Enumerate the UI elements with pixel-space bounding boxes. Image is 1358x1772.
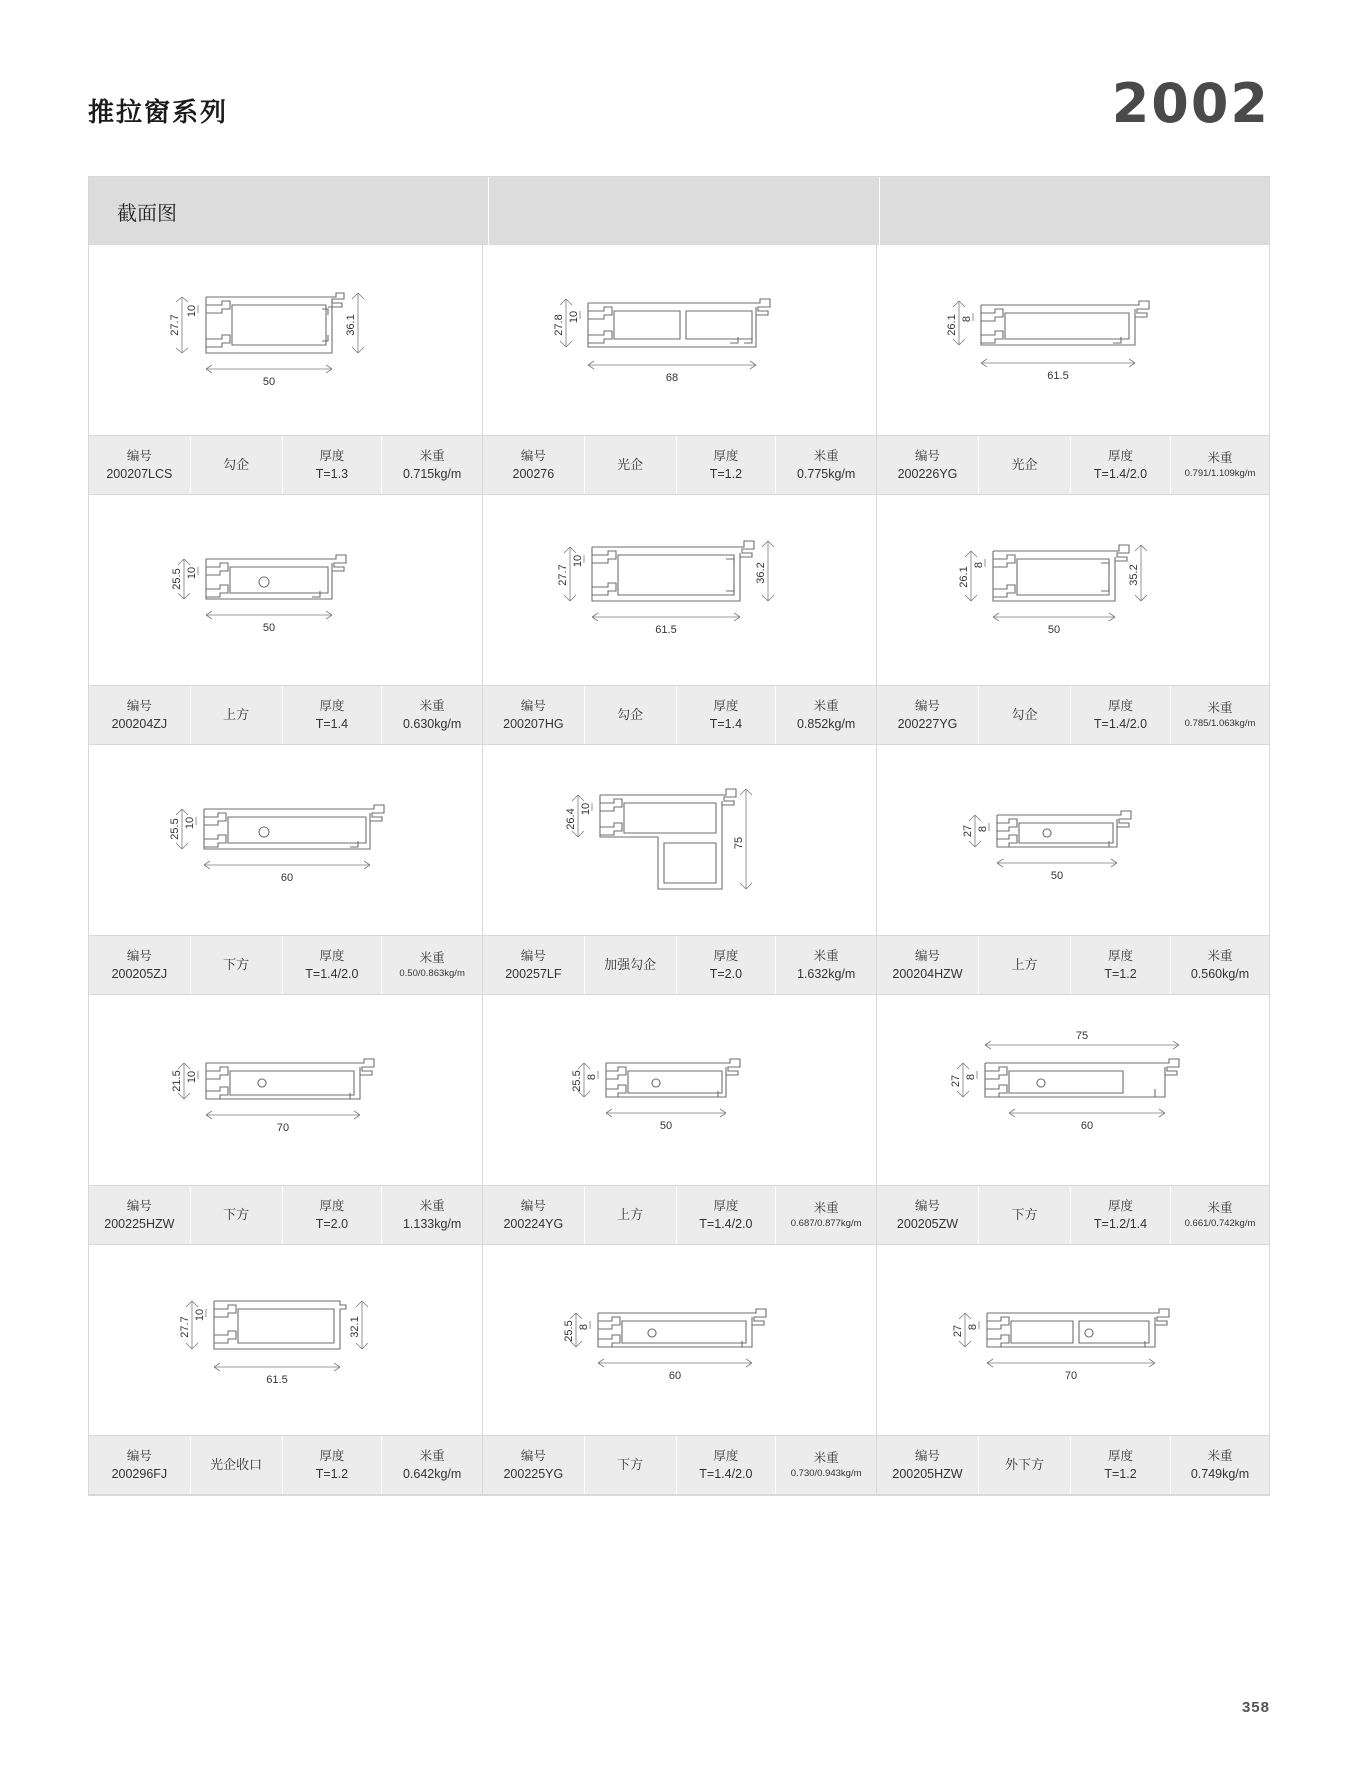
profile-thickness-cell [283,436,383,494]
profile-weight-cell [382,936,482,994]
profile-cell[interactable] [877,245,1269,495]
profile-cell[interactable] [483,745,877,995]
dim-top: 75 [1075,1030,1089,1042]
label-thickness: 厚度 [319,698,345,713]
value-code: 200296FJ [111,1467,168,1481]
label-thickness: 厚度 [713,1198,739,1213]
profile-drawing [877,745,1269,935]
dim-left-outer: 27.7 [556,564,569,586]
dim-right: 36.1 [344,314,357,336]
label-thickness: 厚度 [1107,1448,1133,1463]
series-code: 2002 [1111,72,1270,135]
profile-cell[interactable] [877,745,1269,995]
value-weight: 0.775kg/m [796,467,856,481]
profile-code-cell [89,686,191,744]
profile-info-row [877,685,1269,744]
profile-thickness-cell [677,1186,777,1244]
label-weight: 米重 [1207,1201,1233,1216]
label-code: 编号 [126,448,152,463]
value-code: 200224YG [503,1217,564,1231]
profile-type-cell [191,436,283,494]
value-weight: 0.749kg/m [1190,1467,1250,1481]
dim-right: 35.2 [1128,564,1140,586]
value-thickness: T=1.4/2.0 [699,1217,753,1231]
dim-right: 36.2 [754,562,767,584]
dim-left-outer: 26.1 [946,314,958,336]
profile-weight-cell [776,1436,876,1494]
profile-drawing [877,245,1269,435]
profile-info-row [89,1185,482,1244]
dim-left-outer: 25.5 [570,1070,583,1092]
value-thickness: T=1.2 [315,1467,349,1481]
profile-type-cell [585,1186,677,1244]
profile-info-row [877,1185,1269,1244]
profile-weight-cell [1171,686,1269,744]
profile-weight-cell [776,436,876,494]
label-weight: 米重 [419,1448,445,1463]
value-thickness: T=1.2/1.4 [1093,1217,1148,1231]
page-number: 358 [1241,1699,1270,1716]
profile-cell[interactable] [89,745,483,995]
label-thickness: 厚度 [319,448,345,463]
value-thickness: T=1.4/2.0 [1093,467,1148,481]
dim-left-outer: 27.7 [168,314,181,336]
title-spacer-2 [880,177,1269,245]
dim-bottom: 70 [276,1122,289,1134]
label-weight: 米重 [1207,1448,1233,1463]
value-thickness: T=1.4/2.0 [699,1467,753,1481]
profile-drawing [483,995,876,1185]
profile-info-row [483,1435,876,1494]
label-code: 编号 [126,698,152,713]
profile-info-row [89,685,482,744]
label-thickness: 厚度 [1107,948,1133,963]
label-thickness: 厚度 [319,1198,345,1213]
label-thickness: 厚度 [1107,698,1133,713]
dim-bottom: 68 [665,372,678,384]
label-thickness: 厚度 [713,948,739,963]
value-code: 200207LCS [106,467,173,481]
profile-cell[interactable] [877,995,1269,1245]
value-weight: 0.50/0.863kg/m [399,968,465,980]
profile-weight-cell [776,1186,876,1244]
profile-info-row [483,685,876,744]
value-weight: 0.730/0.943kg/m [790,1468,862,1480]
dim-bottom: 60 [280,872,293,884]
value-type: 勾企 [1011,706,1038,722]
value-weight: 1.632kg/m [796,967,856,981]
profile-type-cell [979,436,1071,494]
value-weight: 0.687/0.877kg/m [790,1218,862,1230]
profile-code-cell [89,1186,191,1244]
profile-info-row [89,935,482,994]
dim-left-inner: 8 [577,1323,590,1331]
label-code: 编号 [520,448,546,463]
value-code: 200257LF [505,967,562,981]
dim-left-inner: 10 [567,310,580,324]
value-code: 200205ZJ [111,967,168,981]
value-weight: 1.133kg/m [402,1217,462,1231]
profile-thickness-cell [1071,1186,1171,1244]
dim-bottom: 61.5 [1047,370,1069,382]
value-type: 加强勾企 [604,956,657,972]
profile-weight-cell [1171,1186,1269,1244]
dim-bottom: 70 [1064,1370,1078,1382]
profile-info-row [877,935,1269,994]
value-code: 200225YG [503,1467,564,1481]
profile-type-cell [979,936,1071,994]
profile-thickness-cell [1071,436,1171,494]
profile-drawing [89,995,482,1185]
label-code: 编号 [520,1198,546,1213]
profile-weight-cell [382,1436,482,1494]
label-weight: 米重 [813,948,839,963]
label-code: 编号 [126,1448,152,1463]
label-thickness: 厚度 [713,698,739,713]
profile-weight-cell [1171,1436,1269,1494]
value-type: 上方 [617,1206,644,1222]
dim-bottom: 60 [668,1370,681,1382]
profile-drawing [483,495,876,685]
label-weight: 米重 [1207,701,1233,716]
dim-left-inner: 8 [961,315,973,323]
dim-bottom: 50 [659,1120,672,1132]
profile-thickness-cell [1071,1436,1171,1494]
profile-cell[interactable] [483,1245,877,1495]
profile-info-row [483,435,876,494]
value-code: 200207HG [503,717,564,731]
label-thickness: 厚度 [713,1448,739,1463]
profile-thickness-cell [677,436,777,494]
profile-code-cell [89,936,191,994]
profile-weight-cell [1171,436,1269,494]
value-thickness: T=1.2 [709,467,743,481]
profile-drawing [89,1245,482,1435]
label-code: 编号 [520,1448,546,1463]
value-type: 光企 [617,456,644,472]
value-thickness: T=1.4 [315,717,349,731]
value-code: 200205HZW [892,1467,963,1481]
value-type: 光企 [1011,456,1038,472]
value-code: 200205ZW [896,1217,959,1231]
dim-right: 75 [732,836,745,850]
dim-left-outer: 27.7 [178,1316,191,1338]
profile-thickness-cell [283,686,383,744]
profile-type-cell [979,1186,1071,1244]
profile-cell[interactable] [877,1245,1269,1495]
dim-left-inner: 10 [183,816,196,830]
profile-cell[interactable] [89,495,483,745]
value-weight: 0.642kg/m [402,1467,462,1481]
profile-info-row [877,435,1269,494]
dim-left-inner: 10 [185,304,198,318]
dim-left-outer: 26.1 [958,566,970,588]
value-weight: 0.661/0.742kg/m [1184,1218,1256,1230]
label-code: 编号 [914,948,940,963]
dim-bottom: 50 [262,376,275,388]
profile-code-cell [483,1436,585,1494]
profile-weight-cell [776,686,876,744]
value-weight: 0.630kg/m [402,717,462,731]
value-type: 下方 [223,956,250,972]
label-weight: 米重 [419,448,445,463]
profile-info-row [89,1435,482,1494]
dim-left-inner: 8 [973,561,985,569]
dim-left-inner: 8 [965,1073,977,1081]
profile-code-cell [483,686,585,744]
profile-code-cell [877,1436,979,1494]
profile-type-cell [191,936,283,994]
profile-thickness-cell [1071,686,1171,744]
profile-code-cell [877,1186,979,1244]
dim-bottom: 50 [1050,870,1064,882]
profile-code-cell [877,686,979,744]
dim-left-inner: 10 [193,1308,206,1322]
table-title-row [89,177,1269,245]
title-spacer-1 [489,177,880,245]
label-weight: 米重 [419,698,445,713]
value-code: 200204ZJ [111,717,168,731]
value-code: 200226YG [897,467,958,481]
profile-type-cell [191,1436,283,1494]
profile-thickness-cell [283,936,383,994]
dim-bottom: 60 [1080,1120,1094,1132]
profile-weight-cell [382,1186,482,1244]
dim-left-outer: 25.5 [562,1320,575,1342]
value-type: 外下方 [1004,1456,1044,1472]
profile-drawing [877,1245,1269,1435]
value-weight: 0.560kg/m [1190,967,1250,981]
profile-drawing [89,245,482,435]
label-thickness: 厚度 [319,948,345,963]
profile-drawing [89,495,482,685]
profile-code-cell [89,436,191,494]
dim-left-inner: 10 [571,554,584,568]
profile-drawing [483,1245,876,1435]
value-weight: 0.852kg/m [796,717,856,731]
value-type: 光企收口 [210,1456,263,1472]
profile-type-cell [585,1436,677,1494]
dim-left-inner: 10 [185,566,198,580]
profile-thickness-cell [1071,936,1171,994]
label-code: 编号 [520,698,546,713]
label-thickness: 厚度 [713,448,739,463]
profile-thickness-cell [677,936,777,994]
dim-left-inner: 8 [977,825,989,833]
label-code: 编号 [520,948,546,963]
value-weight: 0.785/1.063kg/m [1184,718,1256,730]
label-code: 编号 [126,1198,152,1213]
profile-weight-cell [382,686,482,744]
value-type: 上方 [1011,956,1038,972]
dim-bottom: 50 [1047,624,1061,636]
profile-code-cell [877,936,979,994]
profile-code-cell [483,1186,585,1244]
profile-drawing [89,745,482,935]
value-thickness: T=1.3 [315,467,349,481]
dim-left-outer: 27 [952,1324,964,1338]
dim-left-inner: 8 [967,1323,979,1331]
value-weight: 0.791/1.109kg/m [1184,468,1256,480]
label-code: 编号 [914,1198,940,1213]
profile-type-cell [585,686,677,744]
dim-left-outer: 27 [950,1074,962,1088]
section-title: 截面图 [117,202,177,225]
page-title: 推拉窗系列 [88,97,229,127]
label-thickness: 厚度 [1107,448,1133,463]
value-type: 下方 [223,1206,250,1222]
profile-code-cell [483,436,585,494]
dim-bottom: 61.5 [265,1374,288,1386]
profile-thickness-cell [677,1436,777,1494]
label-thickness: 厚度 [1107,1198,1133,1213]
value-thickness: T=2.0 [315,1217,349,1231]
profile-type-cell [585,936,677,994]
profile-drawing [877,995,1269,1185]
value-type: 上方 [223,706,250,722]
label-code: 编号 [914,698,940,713]
label-weight: 米重 [813,448,839,463]
section-title-cell [89,177,489,245]
profile-cell[interactable] [89,245,483,495]
profile-code-cell [483,936,585,994]
profile-info-row [483,1185,876,1244]
label-weight: 米重 [813,698,839,713]
dim-left-outer: 25.5 [170,568,183,590]
profile-cell[interactable] [483,495,877,745]
dim-left-inner: 10 [185,1070,198,1084]
profile-drawing [877,495,1269,685]
label-weight: 米重 [813,1451,839,1466]
page-header [88,72,1270,138]
value-thickness: T=2.0 [709,967,743,981]
value-thickness: T=1.2 [1104,1467,1137,1481]
profile-cell[interactable] [483,995,877,1245]
dim-right: 32.1 [348,1316,361,1338]
profile-code-cell [877,436,979,494]
dim-bottom: 50 [262,622,275,634]
profile-drawing [483,245,876,435]
profile-weight-cell [1171,936,1269,994]
value-code: 200204HZW [892,967,963,981]
profile-thickness-cell [677,686,777,744]
profiles-table [88,176,1270,1496]
dim-left-outer: 27.8 [552,314,565,336]
value-type: 下方 [1011,1206,1038,1222]
profile-info-row [89,435,482,494]
dim-left-inner: 10 [579,802,592,816]
profile-cell[interactable] [483,245,877,495]
profile-type-cell [979,1436,1071,1494]
profile-weight-cell [776,936,876,994]
value-thickness: T=1.4/2.0 [1093,717,1148,731]
label-weight: 米重 [1207,451,1233,466]
profile-thickness-cell [283,1186,383,1244]
dim-left-outer: 25.5 [168,818,181,840]
value-weight: 0.715kg/m [402,467,462,481]
profile-info-row [877,1435,1269,1494]
value-type: 勾企 [223,456,250,472]
dim-left-outer: 27 [962,824,974,838]
label-code: 编号 [914,1448,940,1463]
label-weight: 米重 [813,1201,839,1216]
label-code: 编号 [126,948,152,963]
profile-thickness-cell [283,1436,383,1494]
value-thickness: T=1.4 [709,717,743,731]
profile-cell[interactable] [89,995,483,1245]
profile-weight-cell [382,436,482,494]
label-code: 编号 [914,448,940,463]
label-weight: 米重 [1207,948,1233,963]
value-type: 勾企 [617,706,644,722]
dim-left-outer: 26.4 [564,808,577,830]
value-code: 200225HZW [104,1217,175,1231]
profiles-grid [89,245,1269,1495]
profile-type-cell [191,686,283,744]
profile-type-cell [979,686,1071,744]
profile-cell[interactable] [89,1245,483,1495]
profile-drawing [483,745,876,935]
profile-info-row [483,935,876,994]
profile-type-cell [191,1186,283,1244]
value-thickness: T=1.2 [1104,967,1137,981]
value-code: 200227YG [897,717,958,731]
value-code: 200276 [512,467,555,481]
dim-bottom: 61.5 [654,624,677,636]
value-type: 下方 [617,1456,644,1472]
value-thickness: T=1.4/2.0 [305,967,359,981]
label-weight: 米重 [419,951,445,966]
profile-type-cell [585,436,677,494]
profile-cell[interactable] [877,495,1269,745]
dim-left-outer: 21.5 [170,1070,183,1092]
dim-left-inner: 8 [585,1073,598,1081]
label-thickness: 厚度 [319,1448,345,1463]
label-weight: 米重 [419,1198,445,1213]
profile-code-cell [89,1436,191,1494]
